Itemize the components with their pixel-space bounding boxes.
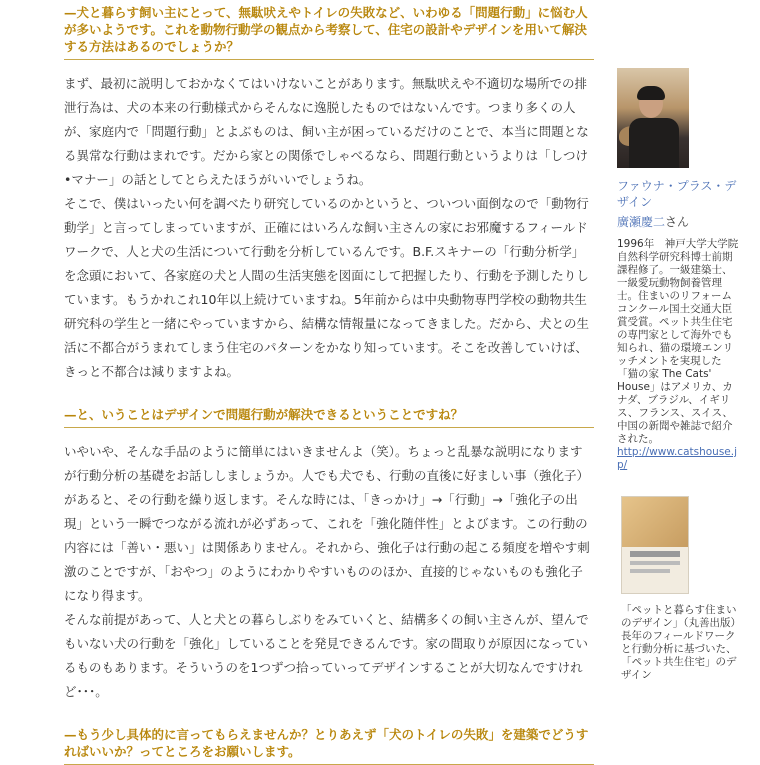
question-heading: —犬と暮らす飼い主にとって、無駄吠えやトイレの失敗など、いわゆる「問題行動」に悩む人が多いようです。これを動物行動学の観点から考察して、住宅の設計やデザインを用いて解決する方法はあるのでしょうか？	[64, 4, 594, 60]
profile-bio: 1996年 神戸大学大学院自然科学研究科博士前期課程修了。一級建築士、一級愛玩動物飼養管理士。住まいのリフォームコンクール国土交通大臣賞受賞。ペット共生住宅の専門家として海外でも知られ、猫の環境エンリッチメントを実現した「猫の家 The Cats' House」はアメリカ、カナダ、ブラジル、イギリス、フランス、スイス、中国の新聞や雑誌で紹介された。	[617, 238, 739, 445]
answer-block	[64, 440, 594, 704]
person-name-link[interactable]: 廣瀬慶二	[617, 215, 666, 229]
profile-sidebar	[617, 68, 742, 682]
profile-photo	[617, 68, 689, 168]
answer-paragraph: いやいや、そんな手品のように簡単にはいきませんよ（笑）。ちょっと乱暴な説明になりますが行動分析の基礎をお話ししましょうか。人でも犬でも、行動の直後に好ましい事（強化子）があると、その行動を繰り返します。そんな時には、「きっかけ」→「行動」→「強化子の出現」という一瞬でつながる流れが必ずあって、これを「強化随伴性」とよびます。この行動の内容には「善い・悪い」は関係ありません。それから、強化子は行動の起こる頻度を増やす刺激のことですが、「おやつ」のようにわかりやすいもののほか、直接的じゃないものも強化子になり得ます。	[64, 444, 590, 603]
interview-article	[64, 4, 594, 765]
question-heading: —と、いうことはデザインで問題行動が解決できるということですね？	[64, 406, 594, 428]
book-cover[interactable]	[621, 496, 689, 594]
answer-paragraph: そこで、僕はいったい何を調べたり研究しているのかというと、ついつい面倒なので「動物行動学」と言ってしまっていますが、正確にはいろんな飼い主さんの家にお邪魔するフィールドワークで、人と犬の生活について行動を分析しているんです。B.F.スキナーの「行動分析学」を念頭において、各家庭の犬と人間の生活実態を図面にして把握したり、行動を予測したりしています。もうかれこれ10年以上続けていますね。5年前からは中央動物専門学校の動物共生研究科の学生と一緒にやっていますから、結構な情報量になってきました。だから、犬との生活に不都合がうまれてしまう住宅のパターンをかなり知っています。そこを改善していけば、きっと不都合は減りますよね。	[64, 196, 590, 379]
answer-block	[64, 72, 594, 384]
question-heading: —もう少し具体的に言ってもらえませんか？とりあえず「犬のトイレの失敗」を建築でどうすればいいか？ってところをお願いします。	[64, 726, 594, 765]
website-link[interactable]: http://www.catshouse.jp/	[617, 446, 738, 471]
company-name: ファウナ・プラス・デザイン	[617, 179, 737, 209]
book-caption: 「ペットと暮らす住まいのデザイン」（丸善出版）長年のフィールドワークと行動分析に基づいた、「ペット共生住宅」のデザイン	[621, 604, 742, 681]
person-name	[617, 214, 742, 230]
answer-paragraph: まず、最初に説明しておかなくてはいけないことがあります。無駄吠えや不適切な場所での排泄行為は、犬の本来の行動様式からそんなに逸脱したものではないんです。つまり多くの人が、家庭内で「問題行動」とよぶものは、飼い主が困っているだけのことで、本当に問題となる異常な行動はまれです。だから家との関係でしゃべるなら、問題行動というよりは「しつけ•マナー」の話としてとらえたほうがいいでしょうね。	[64, 76, 589, 187]
name-suffix: さん	[665, 215, 690, 229]
answer-paragraph: そんな前提があって、人と犬との暮らしぶりをみていくと、結構多くの飼い主さんが、望んでもいない犬の行動を「強化」していることを発見できるんです。家の間取りが原因になっているものもあります。そういうのを1つずつ拾っていってデザインすることが大切なんですけれど･･･。	[64, 612, 589, 699]
